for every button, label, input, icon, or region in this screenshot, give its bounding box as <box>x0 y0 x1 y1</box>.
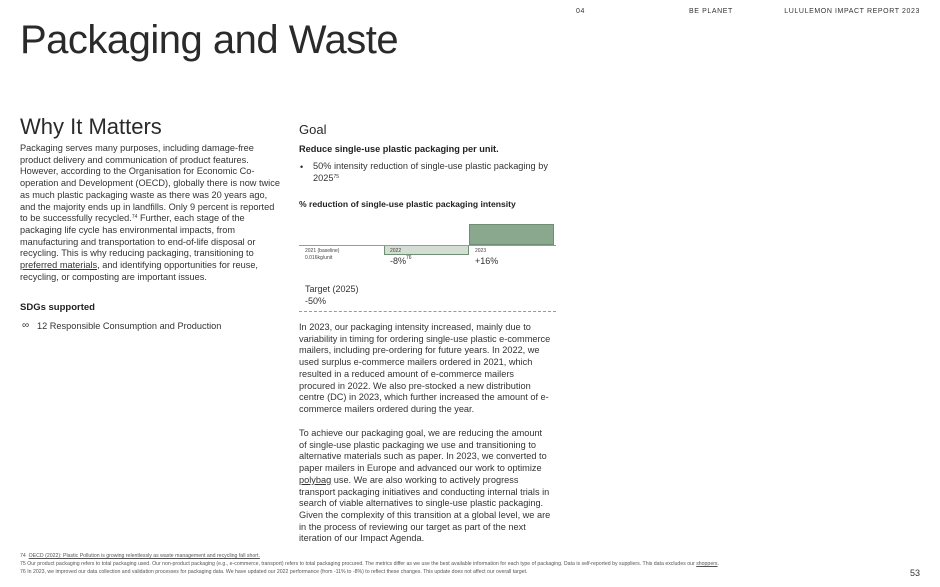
footnote-74 <box>20 553 900 560</box>
label-2023: +16% <box>475 256 499 266</box>
oecd-link[interactable]: OECD (2022): Plastic Pollution is growing relentlessly as waste management and recycling fall short. <box>28 553 260 559</box>
main-paragraph-1: In 2023, our packaging intensity increased, mainly due to variability in timing for ordering single-use plastic e-commerce mailers, including pre-ordering for future years. In 2022, we used surplus e-commerce mailers ordered in 2021, which resulted in a reduced amount of e-commerce mailers procured in 2022. We also pre-stocked a new distribution centre (DC) in 2023, which further increased the amount of e-commerce mailers ordered during the year. <box>299 322 551 414</box>
sdgs-heading: SDGs supported <box>20 302 95 313</box>
footnote-ref-75[interactable]: 75 <box>333 173 340 180</box>
goal-bullet-text: 50% intensity reduction of single-use plastic packaging by 2025 <box>313 161 548 183</box>
chart-title: % reduction of single-use plastic packaging intensity <box>299 199 516 209</box>
polybag-link[interactable]: polybag <box>299 474 332 485</box>
label-2022-text: -8% <box>390 256 407 266</box>
goal-heading: Goal <box>299 122 327 137</box>
baseline-line <box>299 245 556 246</box>
footnote-74-num: 74 <box>20 553 26 559</box>
main-paragraph-2 <box>299 428 551 545</box>
intensity-chart <box>299 222 556 312</box>
footnote-75-end: . <box>717 561 719 567</box>
target-line <box>299 311 556 312</box>
why-heading: Why It Matters <box>20 114 162 139</box>
main-text-2a: To achieve our packaging goal, we are reducing the amount of single-use plastic packaging we use and transitioning to alternative materials such as paper. In 2023, we converted to paper mailers in Europe and advanced our work to optimize <box>299 428 547 474</box>
target-label: Target (2025) <box>305 284 359 294</box>
sdg-item: 12 Responsible Consumption and Production <box>37 321 222 331</box>
tick-2021: 2021 (baseline) <box>305 248 340 254</box>
bar-2023 <box>469 224 554 245</box>
page-section-number: 04 <box>576 8 585 15</box>
footnote-76: 76 In 2023, we improved our data collection and validation processes for packaging data. We have updated our 2022 performance (from -11% to -8%) to reflect these changes. This update does not affect our overall target. <box>20 569 528 575</box>
tick-2023: 2023 <box>475 248 487 254</box>
footnote-ref-74[interactable]: 74 <box>131 214 138 221</box>
baseline-value-label: 0.016kg/unit <box>305 255 333 261</box>
goal-bullet <box>313 161 548 184</box>
footnote-75 <box>20 561 900 568</box>
goal-subheading: Reduce single-use plastic packaging per unit. <box>299 144 499 154</box>
target-value: -50% <box>305 296 327 306</box>
why-text-2: Further, each stage of the packaging life cycle has environmental impacts, from manufacturing and transportation to end-of-life disposal or recycling. This is why reducing packaging, transitioning to <box>20 213 256 259</box>
main-text-2b: use. We are also working to actively progress transport packaging initiatives and conducting internal trials in search of viable alternatives to single-use plastic packaging. Given the complexity of this transition at a global level, we are in the process of reviewing our target as part of the next iteration of our Impact Agenda. <box>299 474 551 544</box>
footnote-75-text: 75 Our product packaging refers to total packaging used. Our non-product packaging (e.g., e-commerce, transport) refers to total packaging procured. The metrics differ as we use the best available information for each type of packaging. Data is self-reported by suppliers. This data excludes our <box>20 561 697 567</box>
footnote-ref-76[interactable]: 76 <box>406 255 412 261</box>
why-text-1: Packaging serves many purposes, including damage-free product delivery and communication of product features. However, according to the Organisation for Economic Co-operation and Development (OECD), globally there is now twice as much plastic packaging waste as there was 20 years ago, and the majority ends up in landfills. Only 9 percent is reported to be successfully recycled. <box>20 143 280 224</box>
why-text-3: , and identifying opportunities for reuse, recycling, or composting are important issues. <box>20 260 258 282</box>
page-title: Packaging and Waste <box>20 18 399 62</box>
why-paragraph <box>20 143 280 283</box>
section-label: BE PLANET <box>689 8 733 15</box>
infinity-icon: ∞ <box>22 320 30 331</box>
bullet-icon: • <box>300 162 304 172</box>
shoppers-link[interactable]: shoppers <box>696 561 718 567</box>
label-2022 <box>390 256 412 266</box>
report-title: LULULEMON IMPACT REPORT 2023 <box>784 8 920 15</box>
preferred-materials-link[interactable]: preferred materials <box>20 260 98 271</box>
tick-2022: 2022 <box>390 248 402 254</box>
page-number: 53 <box>909 568 920 578</box>
